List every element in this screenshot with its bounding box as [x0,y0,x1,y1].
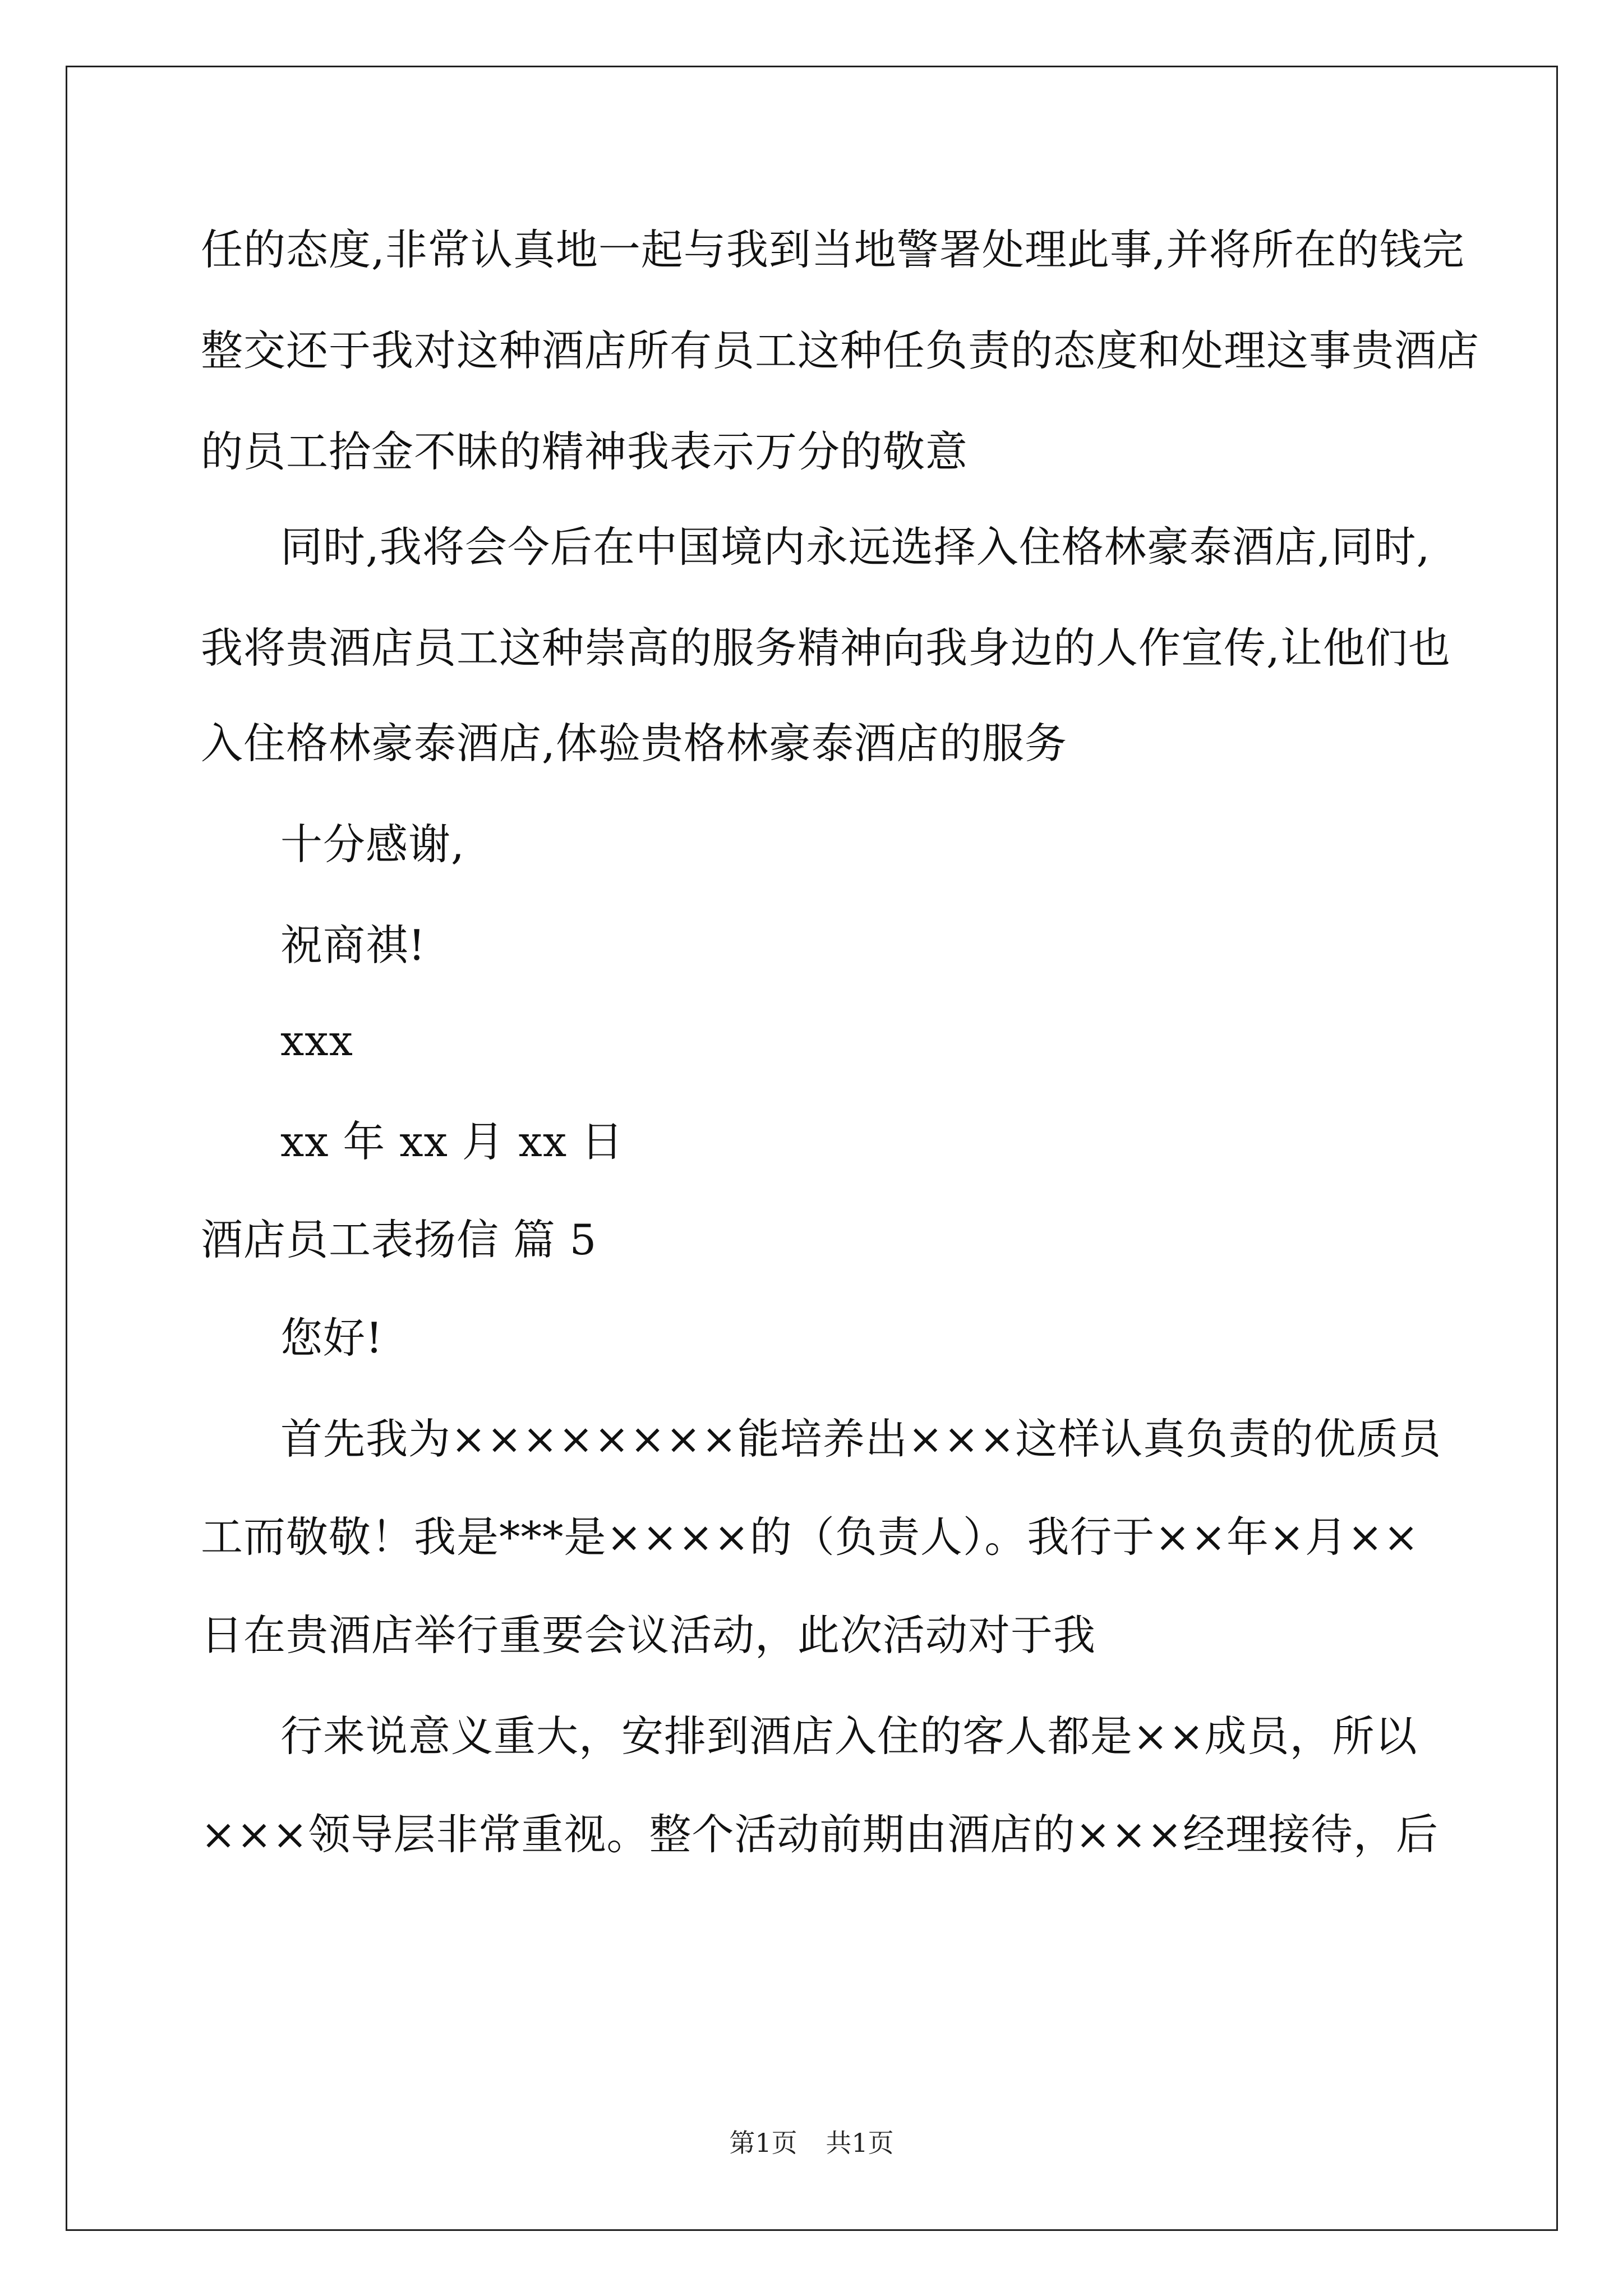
closing-wish: 祝商祺! [280,921,426,970]
closing-thanks: 十分感谢, [280,820,465,869]
body-line-7: 首先我为××××××××能培养出×××这样认真负责的优质员 [280,1414,1442,1464]
page-footer [0,2126,1623,2160]
body-line-10: 行来说意义重大，安排到酒店入住的客人都是××成员，所以 [280,1711,1418,1761]
body-line-3: 的员工拾金不昧的精神我表示万分的敬意 [201,427,969,476]
signature-name: xxx [280,1016,353,1065]
page-total: 共1页 [826,2128,894,2158]
signature-date: xx 年 xx 月 xx 日 [280,1117,624,1166]
body-line-2: 整交还于我对这种酒店所有员工这种任负责的态度和处理这事贵酒店 [201,326,1480,375]
body-line-5: 我将贵酒店员工这种崇高的服务精神向我身边的人作宣传,让他们也 [201,623,1451,673]
body-line-1: 任的态度,非常认真地一起与我到当地警署处理此事,并将所在的钱完 [201,225,1465,274]
section-heading: 酒店员工表扬信 篇 5 [201,1215,597,1264]
body-line-11: ×××领导层非常重视。整个活动前期由酒店的×××经理接待，后 [201,1810,1439,1859]
greeting: 您好! [280,1313,384,1363]
body-line-9: 日在贵酒店举行重要会议活动，此次活动对于我 [201,1611,1096,1660]
page-number: 第1页 [729,2128,797,2158]
body-line-4: 同时,我将会今后在中国境内永远选择入住格林豪泰酒店,同时, [280,522,1431,572]
body-line-6: 入住格林豪泰酒店,体验贵格林豪泰酒店的服务 [201,719,1067,768]
body-line-8: 工而敬敬！我是***是××××的（负责人）。我行于××年×月×× [201,1512,1419,1562]
